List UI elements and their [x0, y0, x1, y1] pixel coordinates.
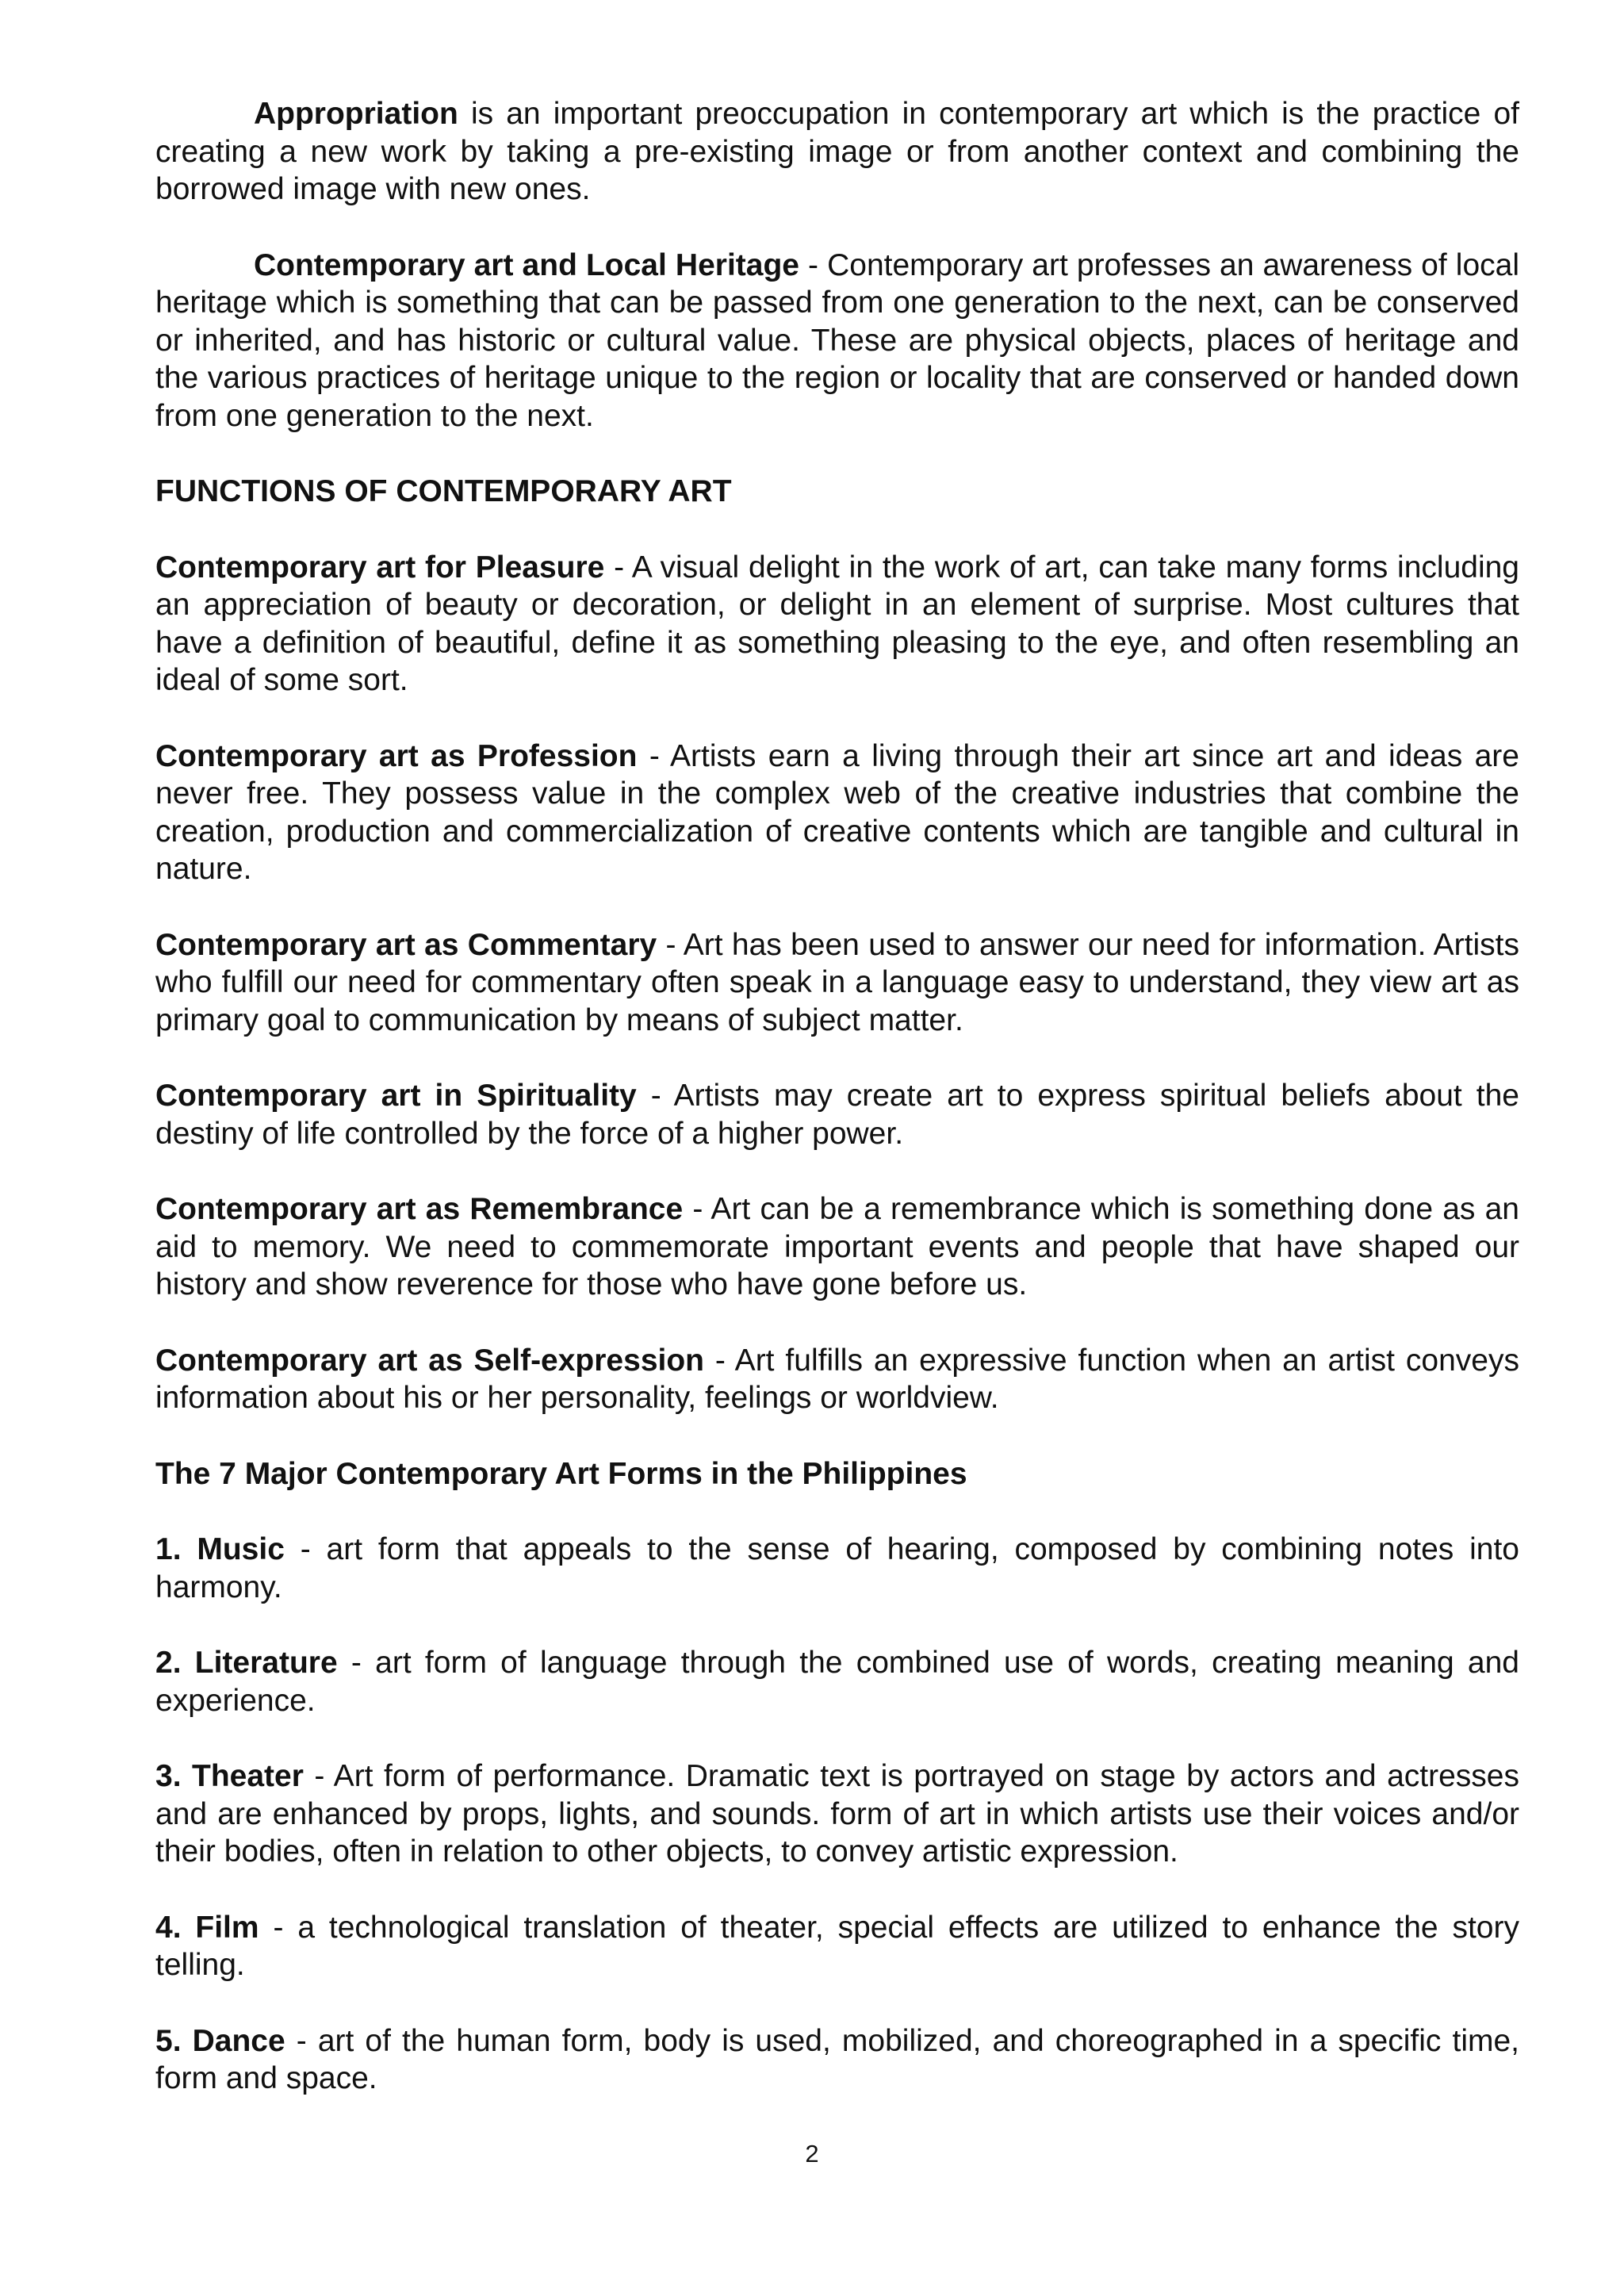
art-form-music-paragraph: [155, 1531, 1519, 1606]
paragraph-term: Contemporary art as Commentary: [155, 927, 657, 962]
function-self-expression-paragraph: [155, 1342, 1519, 1417]
paragraph-text: - Art can be a remembrance which is something done as an aid to memory. We need to commemorate important events and people that have shaped our history and show reverence for those who have gone before us.: [155, 1192, 1519, 1301]
paragraph-text: - a technological translation of theater, special effects are utilized to enhance the story telling.: [155, 1910, 1519, 1982]
paragraph-text: - Artists may create art to express spiritual beliefs about the destiny of life controlled by the force of a higher power.: [155, 1079, 1519, 1151]
paragraph-term: Contemporary art and Local Heritage: [254, 247, 799, 282]
local-heritage-paragraph: [155, 247, 1519, 435]
art-form-dance-paragraph: [155, 2022, 1519, 2098]
paragraph-term: 4. Film: [155, 1910, 259, 1945]
art-forms-heading: The 7 Major Contemporary Art Forms in the Philippines: [155, 1456, 967, 1491]
paragraph-text: - Artists earn a living through their art since art and ideas are never free. They possess value in the complex web of the creative industries that combine the creation, production and commercialization of creative contents which are tangible and cultural in nature.: [155, 738, 1519, 886]
paragraph-text: - A visual delight in the work of art, can take many forms including an appreciation of beauty or decoration, or delight in an element of surprise. Most cultures that have a definition of beautiful, define it as something pleasing to the eye, and often resembling an ideal of some sort.: [155, 550, 1519, 697]
paragraph-text: - Contemporary art professes an awareness of local heritage which is something that can be passed from one generation to the next, can be conserved or inherited, and has historic or cultural value. These are physical objects, places of heritage and the various practices of heritage unique to the region or locality that are conserved or handed down from one generation to the next.: [155, 247, 1519, 433]
art-form-film-paragraph: [155, 1909, 1519, 1984]
functions-heading: FUNCTIONS OF CONTEMPORARY ART: [155, 474, 732, 508]
function-commentary-paragraph: [155, 926, 1519, 1040]
art-form-literature-paragraph: [155, 1644, 1519, 1719]
paragraph-term: 1. Music: [155, 1532, 285, 1566]
function-spirituality-paragraph: [155, 1077, 1519, 1152]
function-profession-paragraph: [155, 738, 1519, 888]
page-number: 2: [805, 2140, 819, 2168]
paragraph-text: - art form of language through the combined use of words, creating meaning and experience.: [155, 1646, 1520, 1718]
paragraph-term: 3. Theater: [155, 1759, 304, 1793]
art-form-theater-paragraph: [155, 1757, 1519, 1871]
paragraph-term: Contemporary art for Pleasure: [155, 550, 605, 585]
paragraph-term: 5. Dance: [155, 2023, 285, 2058]
function-remembrance-paragraph: [155, 1190, 1519, 1304]
paragraph-term: Contemporary art as Self-expression: [155, 1343, 704, 1378]
paragraph-text: - Art form of performance. Dramatic text is portrayed on stage by actors and actresses and are enhanced by props, lights, and sounds. form of art in which artists use their voices and/or their bodies, often in relation to other objects, to convey artistic expression.: [155, 1759, 1519, 1869]
function-pleasure-paragraph: [155, 549, 1519, 700]
document-page: [155, 95, 1519, 2136]
paragraph-term: Contemporary art in Spirituality: [155, 1079, 637, 1113]
paragraph-term: Appropriation: [254, 97, 458, 131]
paragraph-term: 2. Literature: [155, 1646, 338, 1680]
paragraph-term: Contemporary art as Remembrance: [155, 1192, 684, 1226]
paragraph-text: - art form that appeals to the sense of hearing, composed by combining notes into harmony.: [155, 1532, 1519, 1604]
paragraph-text: - Art fulfills an expressive function when an artist conveys information about his or her personality, feelings or worldview.: [155, 1343, 1519, 1415]
appropriation-paragraph: [155, 95, 1519, 209]
paragraph-text: is an important preoccupation in contemporary art which is the practice of creating a new work by taking a pre-existing image or from another context and combining the borrowed image with new ones.: [155, 97, 1519, 206]
paragraph-term: Contemporary art as Profession: [155, 738, 638, 773]
paragraph-text: - Art has been used to answer our need for information. Artists who fulfill our need for commentary often speak in a language easy to understand, they view art as primary goal to communication by means of subject matter.: [155, 927, 1519, 1037]
paragraph-text: - art of the human form, body is used, mobilized, and choreographed in a specific time, form and space.: [155, 2023, 1520, 2095]
